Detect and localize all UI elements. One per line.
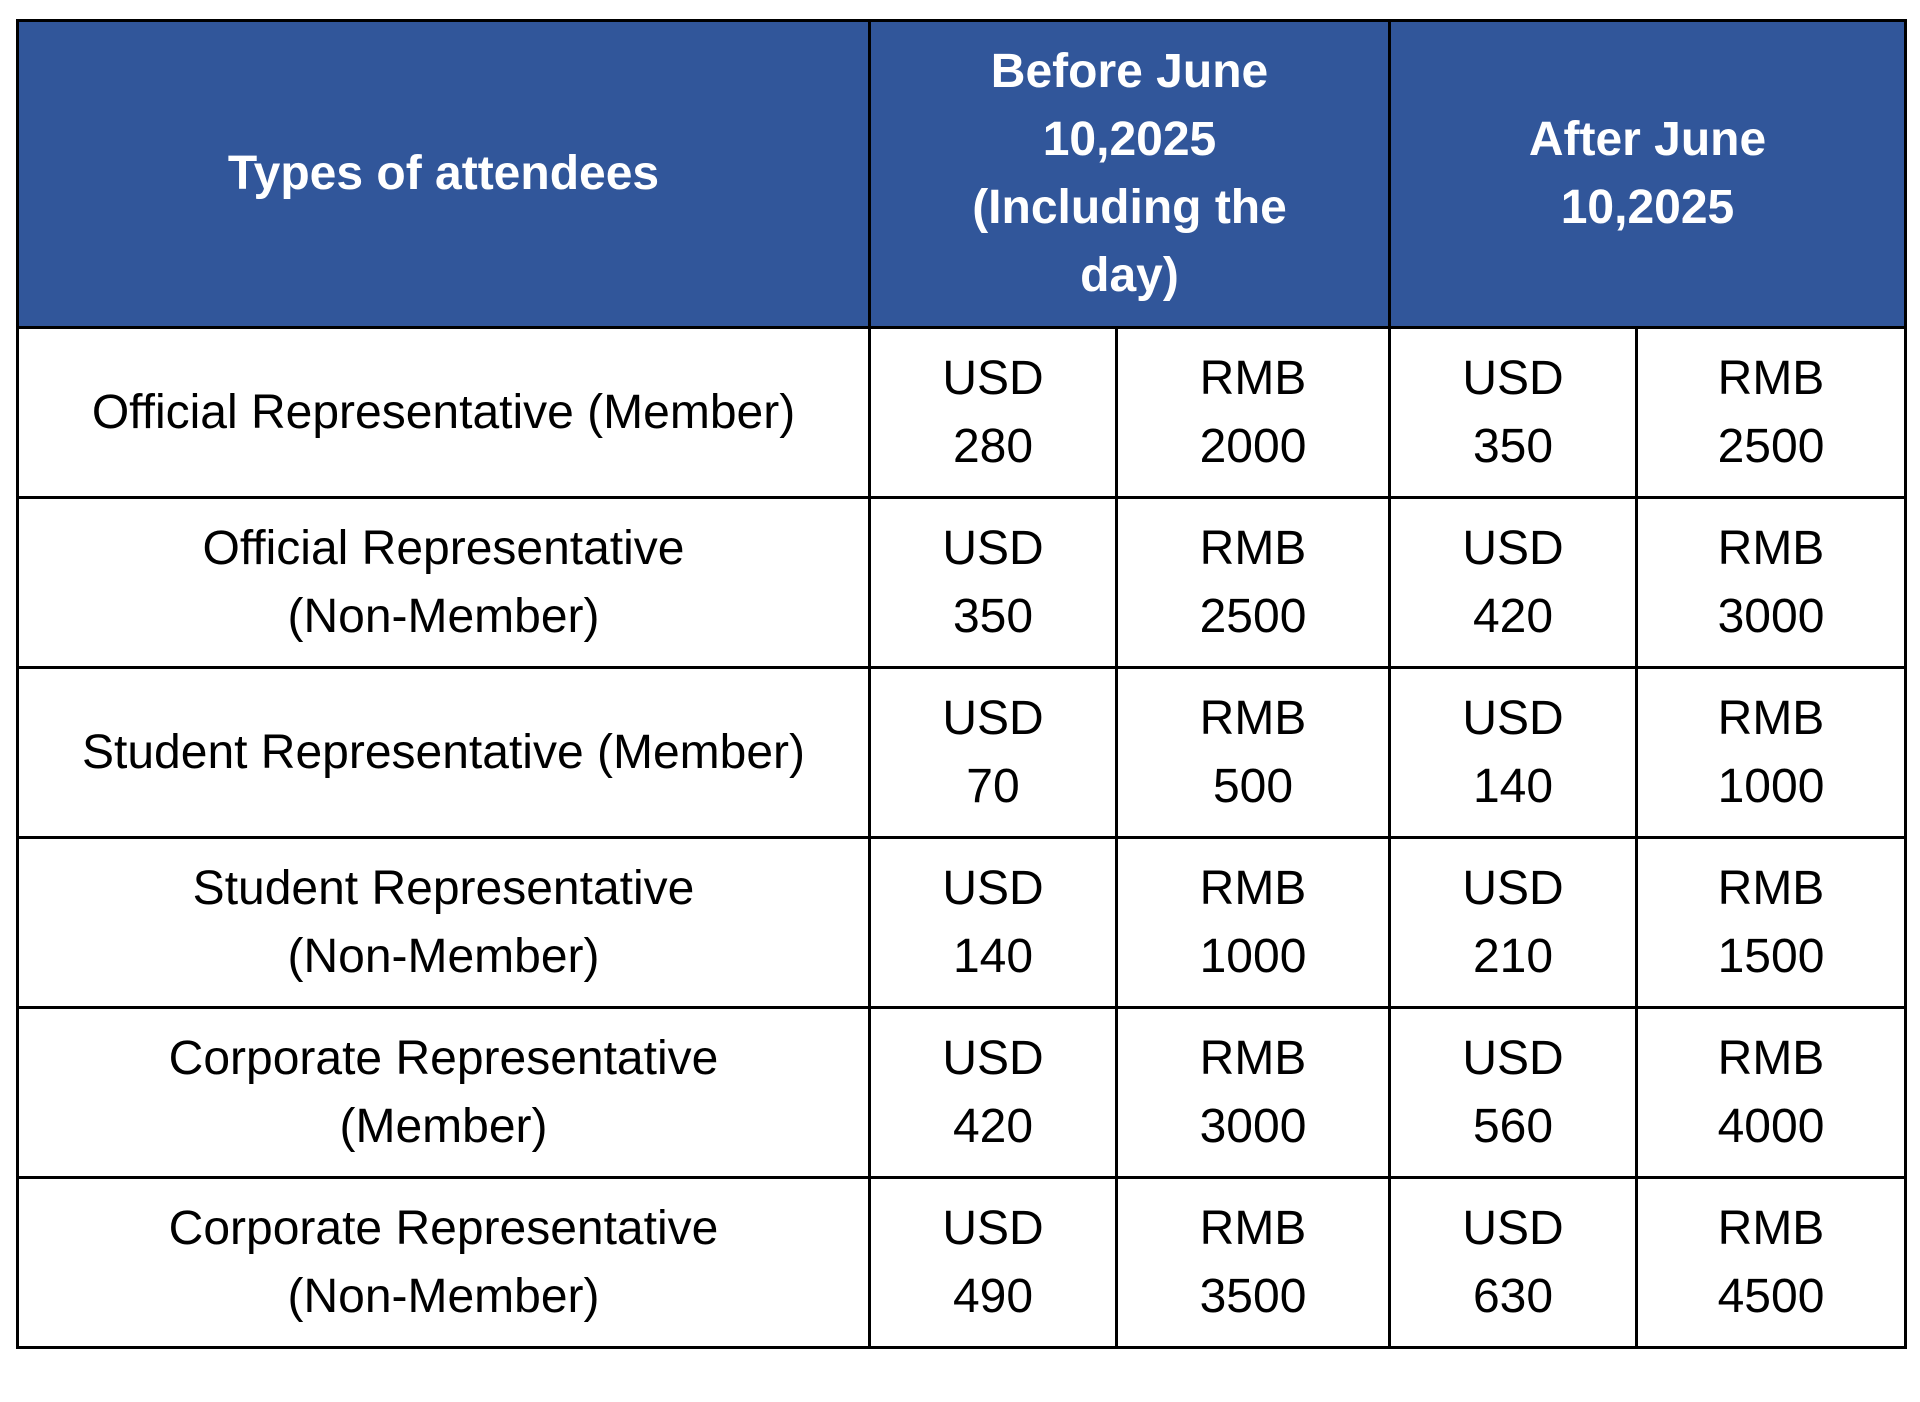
- currency: RMB: [1717, 1031, 1825, 1085]
- fee-cell-before-usd: [870, 1008, 1117, 1178]
- amount: 420: [952, 1099, 1034, 1153]
- currency: RMB: [1717, 351, 1825, 405]
- amount: 140: [1472, 759, 1554, 813]
- table-row: [18, 328, 1906, 498]
- amount: 2000: [1199, 419, 1307, 473]
- currency: USD: [1462, 861, 1564, 915]
- fee-cell-before-usd: [870, 498, 1117, 668]
- currency: USD: [942, 1201, 1044, 1255]
- header-after-deadline: After June 10,2025: [1390, 21, 1906, 328]
- fee-cell-after-rmb: [1637, 1178, 1906, 1348]
- amount: 280: [952, 419, 1034, 473]
- currency: USD: [1462, 1031, 1564, 1085]
- currency: RMB: [1717, 521, 1825, 575]
- amount: 3000: [1717, 589, 1825, 643]
- fee-cell-before-rmb: [1117, 838, 1390, 1008]
- fee-cell-before-rmb: [1117, 1178, 1390, 1348]
- fee-cell-after-rmb: [1637, 1008, 1906, 1178]
- fee-cell-before-usd: [870, 668, 1117, 838]
- amount: 210: [1472, 929, 1554, 983]
- table-row: [18, 498, 1906, 668]
- fee-cell-after-rmb: [1637, 498, 1906, 668]
- currency: USD: [942, 351, 1044, 405]
- currency: RMB: [1199, 521, 1307, 575]
- amount: 2500: [1199, 589, 1307, 643]
- table-header-row: [18, 21, 1906, 328]
- currency: RMB: [1717, 1201, 1825, 1255]
- amount: 500: [1212, 759, 1294, 813]
- amount: 140: [952, 929, 1034, 983]
- table-row: [18, 838, 1906, 1008]
- currency: USD: [1462, 351, 1564, 405]
- amount: 1000: [1717, 759, 1825, 813]
- currency: RMB: [1199, 351, 1307, 405]
- fee-cell-before-usd: [870, 1178, 1117, 1348]
- table-row: [18, 1178, 1906, 1348]
- amount: 4000: [1717, 1099, 1825, 1153]
- fee-cell-after-usd: [1390, 498, 1637, 668]
- currency: USD: [942, 1031, 1044, 1085]
- header-types-of-attendees: Types of attendees: [18, 21, 870, 328]
- fee-cell-before-rmb: [1117, 328, 1390, 498]
- currency: USD: [942, 861, 1044, 915]
- amount: 350: [1472, 419, 1554, 473]
- amount: 1000: [1199, 929, 1307, 983]
- fee-cell-after-usd: [1390, 668, 1637, 838]
- fee-cell-after-rmb: [1637, 328, 1906, 498]
- currency: USD: [942, 691, 1044, 745]
- fee-cell-before-usd: [870, 838, 1117, 1008]
- currency: RMB: [1717, 691, 1825, 745]
- table-row: [18, 1008, 1906, 1178]
- currency: RMB: [1717, 861, 1825, 915]
- fee-cell-before-rmb: [1117, 668, 1390, 838]
- amount: 2500: [1717, 419, 1825, 473]
- attendee-type: Student Representative (Non-Member): [18, 838, 870, 1008]
- fee-cell-before-usd: [870, 328, 1117, 498]
- fee-cell-before-rmb: [1117, 498, 1390, 668]
- attendee-type: Corporate Representative (Non-Member): [18, 1178, 870, 1348]
- fee-cell-after-rmb: [1637, 838, 1906, 1008]
- currency: RMB: [1199, 691, 1307, 745]
- currency: RMB: [1199, 1201, 1307, 1255]
- currency: RMB: [1199, 1031, 1307, 1085]
- amount: 4500: [1717, 1269, 1825, 1323]
- attendee-type: Official Representative (Non-Member): [18, 498, 870, 668]
- amount: 350: [952, 589, 1034, 643]
- amount: 3000: [1199, 1099, 1307, 1153]
- fee-cell-after-usd: [1390, 1008, 1637, 1178]
- currency: USD: [1462, 691, 1564, 745]
- fee-cell-after-usd: [1390, 328, 1637, 498]
- currency: RMB: [1199, 861, 1307, 915]
- currency: USD: [1462, 1201, 1564, 1255]
- fee-cell-before-rmb: [1117, 1008, 1390, 1178]
- amount: 560: [1472, 1099, 1554, 1153]
- amount: 3500: [1199, 1269, 1307, 1323]
- currency: USD: [942, 521, 1044, 575]
- amount: 1500: [1717, 929, 1825, 983]
- amount: 420: [1472, 589, 1554, 643]
- registration-fee-table: [16, 19, 1907, 1349]
- attendee-type: Student Representative (Member): [18, 668, 870, 838]
- header-before-deadline: Before June 10,2025 (Including the day): [870, 21, 1390, 328]
- fee-cell-after-usd: [1390, 1178, 1637, 1348]
- currency: USD: [1462, 521, 1564, 575]
- table-row: [18, 668, 1906, 838]
- fee-cell-after-rmb: [1637, 668, 1906, 838]
- fee-cell-after-usd: [1390, 838, 1637, 1008]
- attendee-type: Official Representative (Member): [18, 328, 870, 498]
- amount: 490: [952, 1269, 1034, 1323]
- amount: 70: [966, 759, 1020, 813]
- amount: 630: [1472, 1269, 1554, 1323]
- attendee-type: Corporate Representative (Member): [18, 1008, 870, 1178]
